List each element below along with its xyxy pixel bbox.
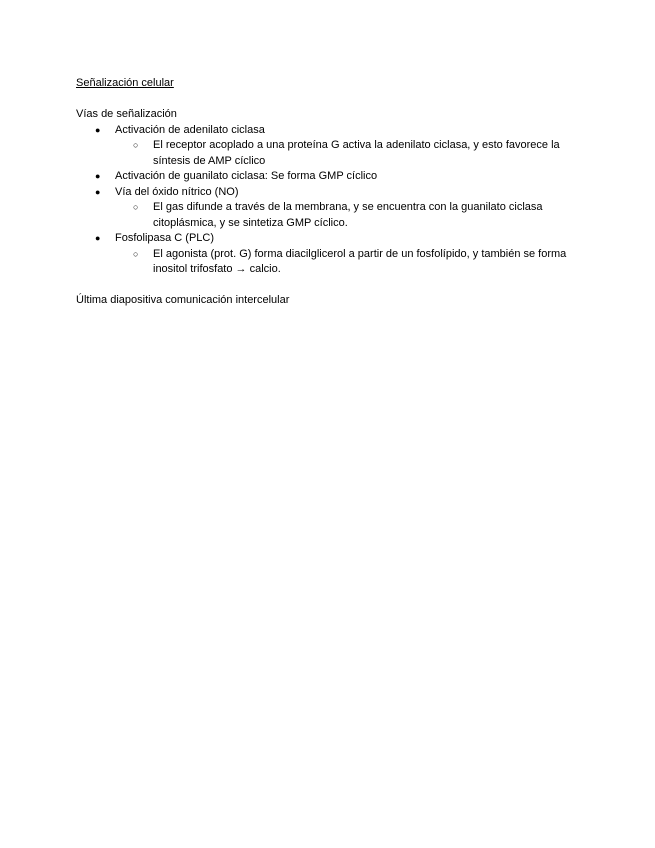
document-page <box>76 76 586 308</box>
list-item-label: Vía del óxido nítrico (NO) <box>115 185 239 198</box>
sub-list-item <box>76 247 586 278</box>
sub-list-item <box>76 200 586 231</box>
hollow-bullet-icon: ○ <box>133 248 139 259</box>
bullet-icon: ● <box>95 171 101 181</box>
bullet-icon: ● <box>95 233 101 243</box>
closing-line: Última diapositiva comunicación intercelular <box>76 293 290 306</box>
section-heading: Vías de señalización <box>76 108 177 120</box>
list-item <box>76 123 586 139</box>
document-title: Señalización celular <box>76 77 174 89</box>
sub-list-item-text: El gas difunde a través de la membrana, y se encuentra con la guanilato ciclasa citoplásmica, y se sintetiza GMP cíclico. <box>153 201 543 229</box>
sub-list-item <box>76 138 586 169</box>
list-item <box>76 169 586 185</box>
hollow-bullet-icon: ○ <box>133 202 139 212</box>
list-item <box>76 231 586 247</box>
list-item <box>76 185 586 201</box>
hollow-bullet-icon: ○ <box>133 140 139 150</box>
spacer <box>76 278 586 293</box>
spacer <box>76 92 586 107</box>
list-item-label: Fosfolipasa C (PLC) <box>115 232 215 244</box>
bullet-list <box>76 123 586 278</box>
sub-list-item-text: El receptor acoplado a una proteína G activa la adenilato ciclasa, y esto favorece la síntesis de AMP cíclico <box>153 139 560 167</box>
list-item-label: Activación de adenilato ciclasa <box>115 123 265 136</box>
bullet-icon: ● <box>95 186 101 197</box>
bullet-icon: ● <box>95 124 101 135</box>
sub-list-item-text: El agonista (prot. G) forma diacilglicerol a partir de un fosfolípido, y también se forma inositol trifosfato → calcio. <box>153 247 567 275</box>
list-item-label: Activación de guanilato ciclasa: Se forma GMP cíclico <box>115 170 378 182</box>
